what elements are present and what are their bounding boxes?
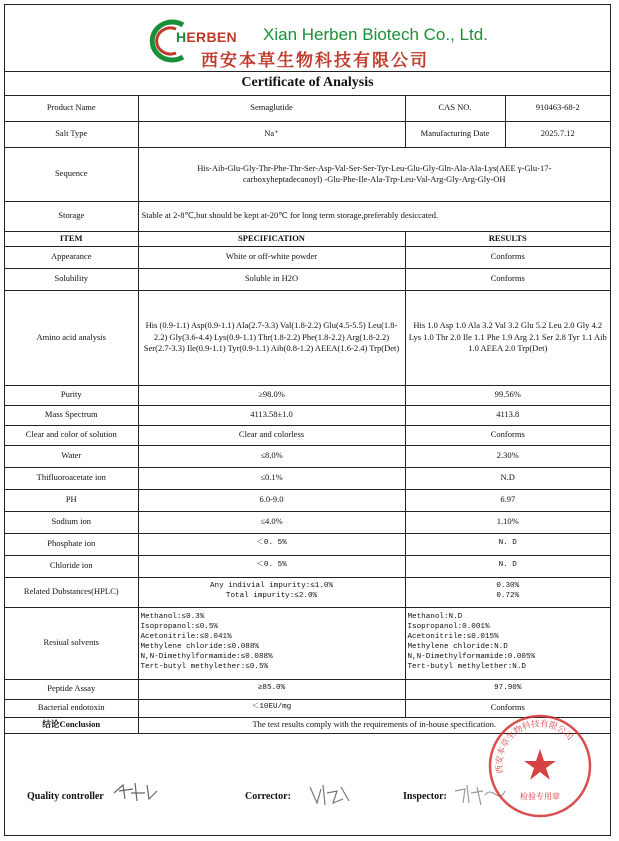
spec-cell: ≤4.0% (138, 511, 405, 533)
result-cell (405, 577, 610, 607)
certificate-page (4, 4, 611, 836)
spec-cell: ＜0. 5% (138, 555, 405, 577)
result-cell: Conforms (405, 268, 610, 290)
solvent-spec: Methylene chloride:≤0.088% (140, 643, 259, 651)
result-cell: 1.10% (405, 511, 610, 533)
seal-text: 西安本草生物科技有限公司 (494, 719, 575, 774)
solvent-spec: Methanol:≤0.3% (140, 613, 205, 622)
cas-value: 910463-68-2 (505, 95, 610, 121)
official-seal-icon (485, 711, 595, 821)
spec-cell (138, 607, 405, 679)
solvent-result: Isopropanol:0.001% (407, 623, 490, 632)
col-header-results: RESULTS (405, 231, 610, 246)
item-cell: Chloride ion (5, 555, 138, 577)
table-row (5, 290, 610, 385)
solvent-result: Methanol:N.D (407, 613, 463, 622)
coa-table (5, 95, 610, 734)
sequence-line: carboxyheptadecanoyl) -Glu-Phe-Ile-Ala-Trp-Leu-Val-Arg-Gly-Arg-Gly-OH (242, 174, 506, 184)
solvent-result: N,N-Dimethylformamide:0.005% (407, 652, 536, 661)
table-row (5, 121, 610, 147)
result-cell: His 1.0 Asp 1.0 Ala 3.2 Val 3.2 Glu 5.2 Leu 2.0 Gly 4.2 Lys 1.0 Thr 2.0 Ile 1.1 Phe 1.9 Arg 2.1 Ser 2.8 Tyr 1.1 Aib 1.0 AEEA 2.0 Trp(Det) (405, 290, 610, 385)
table-row (5, 147, 610, 201)
spec-cell: His (0.9-1.1) Asp(0.9-1.1) Ala(2.7-3.3) Val(1.8-2.2) Glu(4.5-5.5) Leu(1.8-2.2) Gly(3.6-4.4) Lys(0.9-1.1) Thr(1.8-2.2) Phe(1.8-2.2) Arg(1.8-2.2) Ser(2.7-3.3) Ile(0.9-1.1) Tyr(0.9-1.1) Aib(0.8-1.2) AEEA(1.6-2.4) Trp(Det) (138, 290, 405, 385)
solvent-spec: Tert-butyl methylether:≤0.5% (140, 662, 269, 671)
spec-cell: ≤8.0% (138, 445, 405, 467)
result-cell: 97.90% (405, 679, 610, 699)
spec-cell: Clear and colorless (138, 425, 405, 445)
spec-cell: ＜10EU/mg (138, 699, 405, 717)
item-cell: Thifluoroacetate ion (5, 467, 138, 489)
storage-value: Stable at 2-8℃,but should be kept at-20℃ for long term storage,preferably desiccated. (138, 201, 610, 231)
item-cell: Water (5, 445, 138, 467)
item-cell: Mass Spectrum (5, 405, 138, 425)
sequence-value (138, 147, 610, 201)
result-cell: N.D (405, 467, 610, 489)
conclusion-label (5, 717, 138, 733)
table-row (5, 425, 610, 445)
solvent-result: Tert-butyl methylether:N.D (407, 662, 526, 671)
result-cell: 2.30% (405, 445, 610, 467)
company-name-en: Xian Herben Biotech Co., Ltd. (263, 25, 488, 44)
spec-line: Total impurity:≤2.0% (225, 592, 318, 600)
qc-signature (111, 779, 161, 805)
mfg-date-label: Manufacturing Date (405, 121, 505, 147)
letterhead (5, 5, 610, 72)
result-line: 0.72% (496, 592, 520, 600)
table-row (5, 268, 610, 290)
storage-label: Storage (5, 201, 138, 231)
spec-cell: White or off-white powder (138, 246, 405, 268)
result-cell: Conforms (405, 246, 610, 268)
conclusion-text: The test results comply with the requirements of in-house specification. (138, 717, 610, 733)
spec-cell: ≥98.0% (138, 385, 405, 405)
item-cell: Purity (5, 385, 138, 405)
spec-cell (138, 577, 405, 607)
salt-value: Na⁺ (138, 121, 405, 147)
solvent-result: Acetonitrile:≤0.015% (407, 633, 499, 642)
header-row (5, 231, 610, 246)
item-cell: Peptide Assay (5, 679, 138, 699)
cas-label: CAS NO. (405, 95, 505, 121)
table-row (5, 385, 610, 405)
brand-name: HERBEN (176, 29, 237, 45)
item-cell: Phosphate ion (5, 533, 138, 555)
table-row (5, 607, 610, 679)
table-row (5, 246, 610, 268)
product-name-value: Semaglutide (138, 95, 405, 121)
result-cell: N. D (405, 555, 610, 577)
col-header-spec: SPECIFICATION (138, 231, 405, 246)
result-line: 0.30% (496, 582, 520, 591)
solvent-spec: N,N-Dimethylformamide:≤0.088% (140, 652, 273, 661)
spec-cell: 4113.58±1.0 (138, 405, 405, 425)
corrector-label: Corrector: (245, 791, 291, 802)
mfg-date-value: 2025.7.12 (505, 121, 610, 147)
inspector-label: Inspector: (403, 791, 447, 802)
qc-label: Quality controller (27, 791, 104, 802)
item-cell: Solubility (5, 268, 138, 290)
corrector-signature (307, 781, 353, 809)
document-title: Certificate of Analysis (5, 71, 610, 96)
result-cell: 99.56% (405, 385, 610, 405)
sequence-label: Sequence (5, 147, 138, 201)
result-cell: Conforms (405, 425, 610, 445)
item-cell: Amino acid analysis (5, 290, 138, 385)
conclusion-label-en: Conclusion (59, 718, 101, 729)
table-row (5, 555, 610, 577)
spec-line: Any indivial impurity:≤1.0% (209, 582, 334, 591)
conclusion-label-cn: 结论 (42, 719, 60, 730)
table-row (5, 201, 610, 231)
product-name-label: Product Name (5, 95, 138, 121)
item-cell: Sodium ion (5, 511, 138, 533)
item-cell: Bacterial endotoxin (5, 699, 138, 717)
result-cell (405, 607, 610, 679)
table-row (5, 467, 610, 489)
table-row (5, 95, 610, 121)
spec-cell: ≤0.1% (138, 467, 405, 489)
table-row (5, 577, 610, 607)
spec-cell: 6.0-9.0 (138, 489, 405, 511)
table-row (5, 489, 610, 511)
solvent-spec: Isopropanol:≤0.5% (140, 623, 218, 632)
item-cell: PH (5, 489, 138, 511)
spec-cell: ＜0. 5% (138, 533, 405, 555)
spec-cell: Soluble in H2O (138, 268, 405, 290)
table-row (5, 533, 610, 555)
solvent-spec: Acetonitrile:≤0.041% (140, 633, 232, 642)
col-header-item: ITEM (5, 231, 138, 246)
seal-subtext: 检验专用章 (520, 792, 560, 801)
result-cell: Conforms (405, 699, 610, 717)
item-cell: Related Dubstances(HPLC) (5, 577, 138, 607)
salt-label: Salt Type (5, 121, 138, 147)
table-row (5, 445, 610, 467)
result-cell: 4113.8 (405, 405, 610, 425)
item-cell: Appearance (5, 246, 138, 268)
table-row (5, 511, 610, 533)
solvent-result: Methylene chloride:N.D (407, 643, 508, 651)
seal-star-icon (524, 749, 556, 780)
table-row (5, 405, 610, 425)
item-cell: Resiual solvents (5, 607, 138, 679)
table-row (5, 679, 610, 699)
result-cell: N. D (405, 533, 610, 555)
item-cell: Clear and color of solution (5, 425, 138, 445)
company-name-cn: 西安本草生物科技有限公司 (201, 51, 429, 71)
sequence-line: His-Aib-Glu-Gly-Thr-Phe-Thr-Ser-Asp-Val-Ser-Ser-Tyr-Leu-Glu-Gly-Gln-Ala-Ala-Lys(AEE γ-Glu-17- (197, 162, 552, 173)
result-cell: 6.97 (405, 489, 610, 511)
spec-cell: ≥85.0% (138, 679, 405, 699)
